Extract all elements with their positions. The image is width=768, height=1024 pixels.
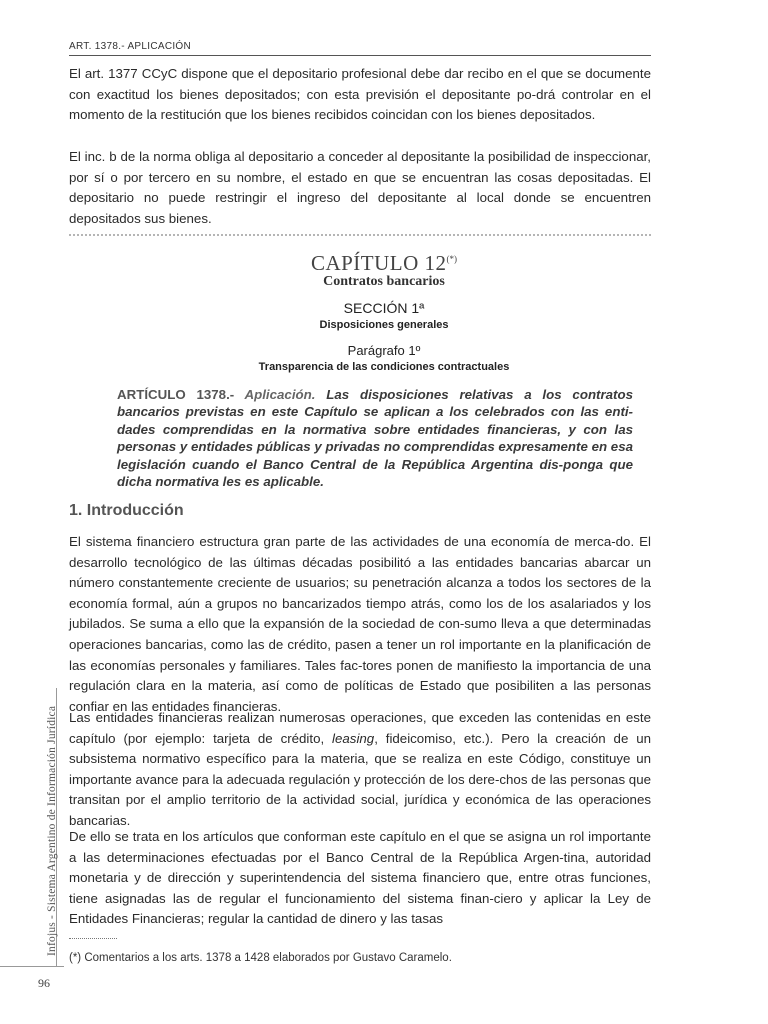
intro-paragraph-1: El art. 1377 CCyC dispone que el depositario profesional debe dar recibo en el que se documente con exactitud los bienes depositados; con esta previsión el depositante po-drá controlar en el momento de la restitución que los bienes recibidos coincidan con los bienes depositados. <box>69 66 651 123</box>
article-name: Aplicación. <box>244 387 316 402</box>
running-header: ART. 1378.- APLICACIÓN <box>69 41 651 56</box>
commentary-p2-after: , fideicomiso, etc.). Pero la creación de un subsistema normativo específico para la materia, que se realiza en este Código, constituye un importante avance para la adecuada regulación y protección de los dere-chos de las personas que transitan por el amplio territorio de la actividad social, jurídica y económica de las operaciones bancarias. <box>69 730 651 828</box>
section-title: SECCIÓN 1ª <box>343 300 425 316</box>
article-number: ARTÍCULO 1378.- <box>117 387 235 402</box>
article-1378 <box>117 386 633 490</box>
intro-paragraph-2: El inc. b de la norma obliga al depositario a conceder al depositante la posibilidad de inspeccionar, por sí o por tercero en su nombre, el estado en que se encuentran las cosas depositadas. El depositario no puede restringir el ingreso del depositante al local donde se encuentren depositados sus bienes. <box>69 149 651 226</box>
dotted-separator <box>69 234 651 236</box>
commentary-paragraph-1: El sistema financiero estructura gran parte de las actividades de una economía de merca-do. El desarrollo tecnológico de las últimas décadas posibilitó a las entidades bancarias abarcar un número constantemente creciente de usuarios; su penetración alcanza a todos los sectores de la economía formal, aún a grupos no bancarizados tiempo atrás, como los de los asalariados y los jubilados. Se suma a ello que la expansión de la sociedad de con-sumo lleva a que determinadas operaciones bancarias, como las de crédito, pasen a tener un rol importante en la planificación de las economías personales y familiares. Tales fac-tores ponen de manifiesto la importancia de una regulación clara en la materia, así como de políticas de Estado que posibiliten a las personas confiar en las entidades financieras. <box>69 534 651 714</box>
chapter-subtitle: Contratos bancarios <box>323 274 445 289</box>
page-number: 96 <box>38 976 50 990</box>
chapter-title-text: CAPÍTULO 12 <box>310 251 447 275</box>
section-subtitle: Disposiciones generales <box>319 319 449 331</box>
article-text: Las disposiciones relativas a los contratos bancarios previstas en este Capítulo se aplican a los celebrados con las enti-dades comprendidas en la normativa sobre entidades financieras, y con las personas y entidades públicas y privadas no comprendidas expresamente en esa legislación cuando el Banco Central de la República Argentina dis-ponga que dicha normativa les es aplicable. <box>117 387 634 490</box>
commentary-paragraph-2 <box>69 708 651 832</box>
chapter-footnote-mark: (*) <box>446 254 458 264</box>
section-heading-introduccion: 1. Introducción <box>69 502 184 519</box>
chapter-title <box>69 251 699 276</box>
paragrafo-subtitle: Transparencia de las condiciones contractuales <box>258 361 510 373</box>
paragrafo-title: Parágrafo 1º <box>347 343 421 358</box>
footnote-rule <box>69 938 117 939</box>
commentary-p2-italic: leasing <box>332 730 375 746</box>
sidebar-horizontal-rule <box>0 966 64 967</box>
sidebar-vertical-text: Infojus - Sistema Argentino de Información Jurídica <box>46 705 58 956</box>
commentary-paragraph-3: De ello se trata en los artículos que conforman este capítulo en el que se asigna un rol importante a las determinaciones efectuadas por el Banco Central de la República Argen-tina, autoridad monetaria y de dirección y superintendencia del sistema financiero que, entre otras funciones, tiene asignadas las de regular el funcionamiento del sistema finan-ciero y aplicar la Ley de Entidades Financieras; regular la cantidad de dinero y las tasas <box>69 829 651 927</box>
footnote: (*) Comentarios a los arts. 1378 a 1428 elaborados por Gustavo Caramelo. <box>69 952 452 964</box>
commentary-p2-before: Las entidades financieras realizan numerosas operaciones, que exceden las contenidas en este capítulo (por ejemplo: tarjeta de crédito, <box>69 710 651 746</box>
